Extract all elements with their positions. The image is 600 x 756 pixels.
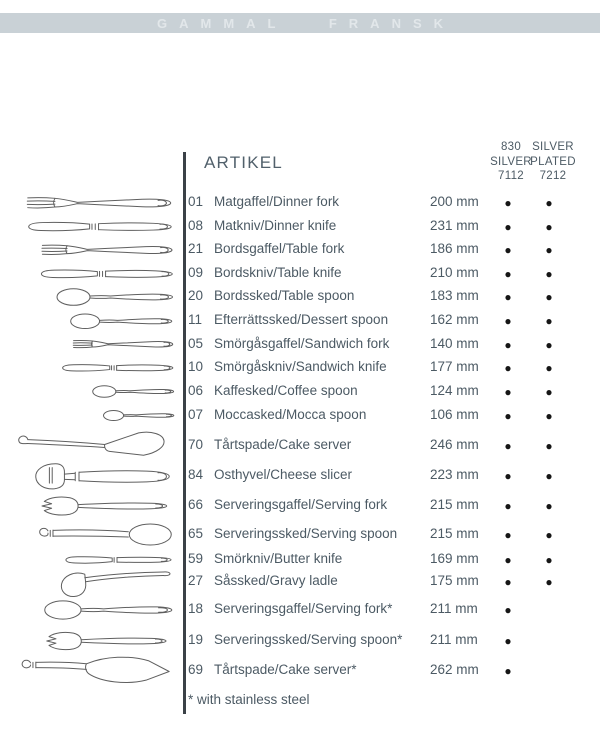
column-header-line: PLATED <box>530 155 576 168</box>
article-name: Matkniv/Dinner knife <box>214 217 337 233</box>
table-row <box>188 359 588 377</box>
column-header-line: SILVER <box>532 141 574 153</box>
table-row <box>188 662 588 680</box>
article-length: 211 mm <box>430 601 478 616</box>
serving-spoon-drawing <box>40 524 172 545</box>
article-number: 05 <box>188 335 204 351</box>
dessert-spoon-drawing <box>71 314 172 329</box>
table-row <box>188 632 588 650</box>
dot-830-silver: ● <box>504 552 512 567</box>
article-number: 65 <box>188 525 204 541</box>
sandwich-fork-drawing <box>73 340 172 347</box>
serving-fork-stainless-drawing <box>47 632 166 649</box>
article-length: 211 mm <box>430 632 478 647</box>
article-length: 210 mm <box>430 264 479 280</box>
dot-830-silver: ● <box>504 527 512 542</box>
table-row <box>188 497 588 515</box>
dot-830-silver: ● <box>504 664 512 678</box>
dot-830-silver: ● <box>504 290 512 304</box>
article-name: Såssked/Gravy ladle <box>214 573 338 588</box>
dot-830-silver: ● <box>504 603 512 617</box>
article-length: 162 mm <box>430 312 479 327</box>
dot-830-silver: ● <box>504 469 512 483</box>
article-name: Bordsgaffel/Table fork <box>214 241 345 256</box>
article-number: 09 <box>188 264 204 280</box>
article-length: 124 mm <box>430 382 479 398</box>
table-row <box>188 467 588 485</box>
article-length: 169 mm <box>430 550 479 566</box>
brand-title: GAMMAL FRANSK <box>156 15 456 31</box>
article-name: Efterrättssked/Dessert spoon <box>214 312 389 327</box>
dot-830-silver: ● <box>504 499 512 513</box>
dot-silver-plated: ● <box>545 384 553 399</box>
table-row <box>188 407 588 425</box>
article-number: 69 <box>188 662 204 677</box>
table-row <box>188 526 588 544</box>
article-length: 140 mm <box>430 335 479 351</box>
dot-830-silver: ● <box>504 337 512 352</box>
article-number: 18 <box>188 601 204 616</box>
dot-silver-plated: ● <box>545 243 553 257</box>
dot-silver-plated: ● <box>545 575 553 589</box>
table-row <box>188 265 588 283</box>
dot-silver-plated: ● <box>545 552 553 567</box>
article-name: Serveringsgaffel/Serving fork* <box>214 601 393 616</box>
dot-silver-plated: ● <box>545 219 553 234</box>
footnote: * with stainless steel <box>188 692 310 707</box>
sandwich-knife-drawing <box>63 365 173 371</box>
dot-silver-plated: ● <box>545 290 553 304</box>
article-name: Kaffesked/Coffee spoon <box>214 382 358 398</box>
article-name: Bordssked/Table spoon <box>214 288 355 303</box>
table-heading: ARTIKEL <box>204 153 283 172</box>
table-row <box>188 312 588 330</box>
dot-830-silver: ● <box>504 266 512 281</box>
article-length: 200 mm <box>430 194 479 209</box>
article-number: 27 <box>188 573 204 588</box>
dinner-knife-drawing <box>29 222 172 230</box>
table-row <box>188 288 588 306</box>
table-row <box>188 336 588 354</box>
article-number: 08 <box>188 217 204 233</box>
dot-830-silver: ● <box>504 314 512 328</box>
article-name: Serveringsgaffel/Serving fork <box>214 497 388 512</box>
table-row <box>188 601 588 619</box>
article-number: 21 <box>188 241 204 256</box>
article-length: 183 mm <box>430 288 479 303</box>
dot-830-silver: ● <box>504 361 512 375</box>
table-row <box>188 241 588 259</box>
dinner-fork-drawing <box>27 198 170 208</box>
cake-server-stainless-drawing <box>22 657 169 682</box>
article-name: Bordskniv/Table knife <box>214 264 342 280</box>
article-number: 59 <box>188 550 204 566</box>
article-length: 231 mm <box>430 217 479 233</box>
column-header-line: 830 <box>500 141 522 153</box>
column-header-silver-plated-7212 <box>521 140 585 184</box>
article-name: Smörgåsgaffel/Sandwich fork <box>214 335 390 351</box>
dot-silver-plated: ● <box>545 499 553 513</box>
article-length: 177 mm <box>430 359 479 374</box>
column-header-line: SILVER <box>490 155 532 168</box>
article-name: Smörkniv/Butter knife <box>214 550 343 566</box>
table-row <box>188 194 588 212</box>
article-name: Tårtspade/Cake server <box>214 436 352 452</box>
article-length: 223 mm <box>430 467 479 482</box>
dot-silver-plated: ● <box>545 527 553 542</box>
dot-830-silver: ● <box>504 575 512 589</box>
dot-830-silver: ● <box>504 243 512 257</box>
table-row <box>188 218 588 236</box>
dot-830-silver: ● <box>504 438 512 453</box>
brand-band <box>0 13 600 33</box>
article-number: 07 <box>188 406 204 422</box>
table-row <box>188 551 588 569</box>
cheese-slicer-drawing <box>36 464 169 489</box>
article-number: 11 <box>188 312 203 327</box>
dot-silver-plated: ● <box>545 408 553 423</box>
article-number: 20 <box>188 288 204 303</box>
dot-silver-plated: ● <box>545 314 553 328</box>
dot-silver-plated: ● <box>545 469 553 483</box>
article-length: 215 mm <box>430 497 479 512</box>
table-row <box>188 573 588 591</box>
table-row <box>188 383 588 401</box>
article-name: Serveringssked/Serving spoon <box>214 525 398 541</box>
article-number: 10 <box>188 359 204 374</box>
article-number: 01 <box>188 194 204 209</box>
article-number: 84 <box>188 467 204 482</box>
article-number: 70 <box>188 436 204 452</box>
article-number: 06 <box>188 382 204 398</box>
dot-silver-plated: ● <box>545 337 553 352</box>
gravy-ladle-drawing <box>61 572 170 597</box>
serving-spoon-stainless-drawing <box>45 601 172 619</box>
table-spoon-drawing <box>57 289 173 306</box>
article-length: 186 mm <box>430 241 479 256</box>
article-name: Smörgåskniv/Sandwich knife <box>214 359 387 374</box>
dot-830-silver: ● <box>504 219 512 234</box>
dot-830-silver: ● <box>504 408 512 423</box>
article-name: Tårtspade/Cake server* <box>214 662 357 677</box>
column-header-line: 7212 <box>539 170 567 183</box>
article-number: 66 <box>188 497 204 512</box>
article-name: Serveringssked/Serving spoon* <box>214 632 403 647</box>
dot-830-silver: ● <box>504 384 512 399</box>
table-knife-drawing <box>41 270 172 278</box>
dot-830-silver: ● <box>504 634 512 648</box>
dot-830-silver: ● <box>504 196 512 210</box>
table-fork-drawing <box>42 245 172 254</box>
coffee-spoon-drawing <box>93 386 174 398</box>
dot-silver-plated: ● <box>545 266 553 281</box>
article-number: 19 <box>188 632 204 647</box>
table-left-rule <box>183 152 186 714</box>
serving-fork-drawing <box>42 497 167 515</box>
mocca-spoon-drawing <box>104 410 174 420</box>
column-header-line: 7112 <box>498 170 524 183</box>
article-length: 262 mm <box>430 662 479 677</box>
article-name: Matgaffel/Dinner fork <box>214 194 340 209</box>
dot-silver-plated: ● <box>545 438 553 453</box>
article-length: 175 mm <box>430 573 479 588</box>
table-row <box>188 437 588 455</box>
article-name: Osthyvel/Cheese slicer <box>214 467 353 482</box>
article-name: Moccasked/Mocca spoon <box>214 406 367 422</box>
dot-silver-plated: ● <box>545 361 553 375</box>
article-length: 246 mm <box>430 436 479 452</box>
article-length: 106 mm <box>430 406 479 422</box>
dot-silver-plated: ● <box>545 196 553 210</box>
cake-server-drawing <box>19 432 164 455</box>
butter-knife-drawing <box>66 557 171 563</box>
article-length: 215 mm <box>430 525 479 541</box>
